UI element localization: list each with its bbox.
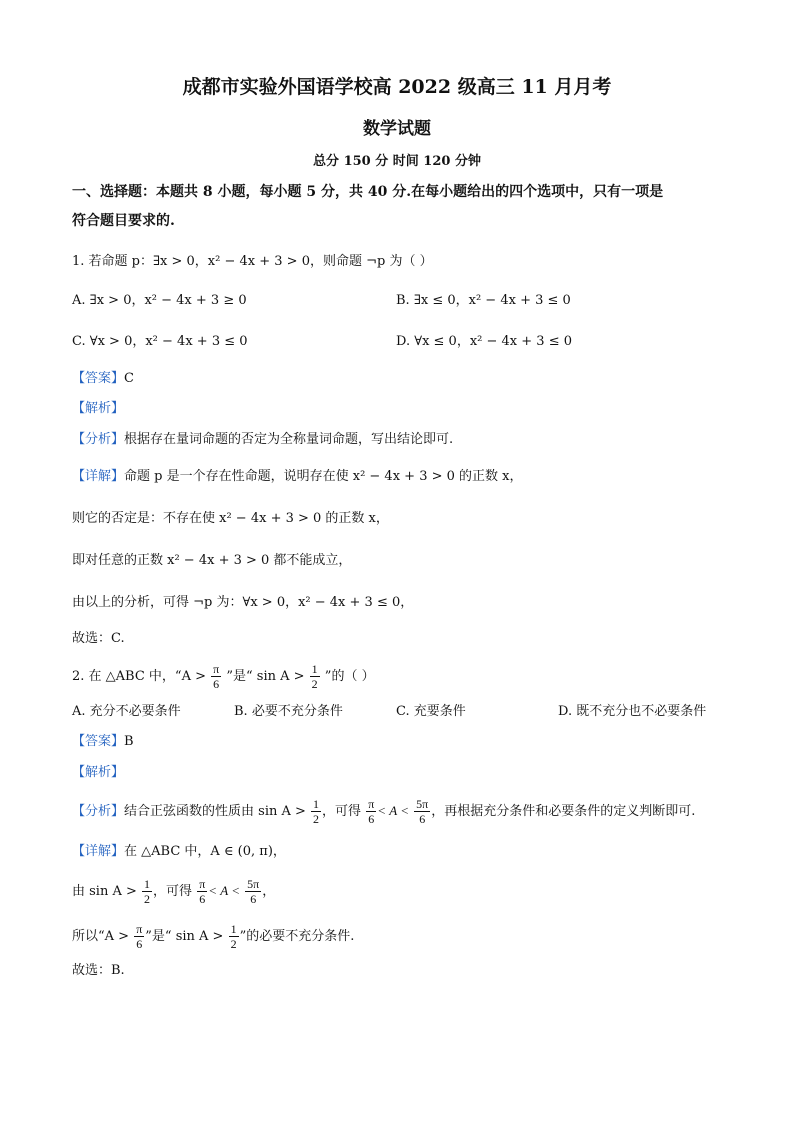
frac-den: 2 bbox=[144, 892, 151, 906]
q1-option-c: C. ∀x > 0，x² − 4x + 3 ≤ 0 bbox=[72, 334, 248, 349]
q2-conclusion: 故选：B. bbox=[72, 963, 125, 978]
q2-line3-mid: ”是“ sin A > bbox=[145, 929, 224, 944]
q2-stem-mid: ”是“ sin A > bbox=[226, 669, 305, 684]
frac-num: 5π bbox=[416, 797, 429, 811]
q2-option-a: A. 充分不必要条件 bbox=[72, 704, 181, 719]
frac-num: π bbox=[199, 877, 206, 891]
frac-den: 6 bbox=[213, 677, 220, 691]
fraction-one-half bbox=[311, 797, 321, 826]
detail-text: 在 △ABC 中，A ∈ (0, π)， bbox=[124, 844, 286, 859]
detail-tag: 【详解】 bbox=[72, 469, 125, 484]
q1-conclusion: 故选：C. bbox=[72, 631, 125, 646]
detail-tag: 【详解】 bbox=[72, 844, 125, 859]
frac-den: 6 bbox=[250, 892, 257, 906]
frac-num: π bbox=[368, 797, 375, 811]
frac-num: 1 bbox=[144, 877, 151, 891]
fraction-pi-over-6 bbox=[134, 922, 144, 951]
q2-detail bbox=[72, 843, 286, 861]
frac-num: π bbox=[136, 922, 143, 936]
q2-fenxi-mid: ，可得 bbox=[322, 804, 362, 819]
frac-den: 2 bbox=[311, 677, 318, 691]
q2-line2-post: ， bbox=[262, 884, 276, 899]
fraction-one-half bbox=[310, 662, 320, 691]
answer-tag: 【答案】 bbox=[72, 734, 125, 749]
q1-option-b: B. ∃x ≤ 0，x² − 4x + 3 ≤ 0 bbox=[396, 293, 571, 308]
q2-line2-mid2: < A < bbox=[208, 883, 241, 898]
q1-answer bbox=[72, 370, 134, 388]
q1-option-a: A. ∃x > 0，x² − 4x + 3 ≥ 0 bbox=[72, 293, 247, 308]
frac-den: 6 bbox=[368, 812, 375, 826]
section-heading-line2: 符合题目要求的. bbox=[72, 213, 175, 229]
fenxi-tag: 【分析】 bbox=[72, 432, 125, 447]
frac-num: 5π bbox=[247, 877, 260, 891]
fraction-pi-over-6 bbox=[197, 877, 207, 906]
q2-detail-line2 bbox=[72, 877, 275, 906]
frac-num: 1 bbox=[313, 797, 320, 811]
q1-option-d: D. ∀x ≤ 0，x² − 4x + 3 ≤ 0 bbox=[396, 334, 572, 349]
fraction-pi-over-6 bbox=[211, 662, 221, 691]
fraction-one-half bbox=[142, 877, 152, 906]
fraction-one-half bbox=[229, 922, 239, 951]
answer-value: C bbox=[124, 371, 134, 386]
q1-detail-line3: 即对任意的正数 x² − 4x + 3 > 0 都不能成立， bbox=[72, 553, 352, 568]
q2-option-d: D. 既不充分也不必要条件 bbox=[558, 704, 707, 719]
fenxi-tag: 【分析】 bbox=[72, 804, 125, 819]
exam-title: 成都市实验外国语学校高 2022 级高三 11 月月考 bbox=[182, 76, 612, 98]
q2-option-b: B. 必要不充分条件 bbox=[234, 704, 343, 719]
frac-den: 2 bbox=[230, 937, 237, 951]
q2-stem-post: ”的（ ） bbox=[324, 669, 375, 684]
q1-detail-line2: 则它的否定是：不存在使 x² − 4x + 3 > 0 的正数 x， bbox=[72, 511, 389, 526]
frac-num: π bbox=[213, 662, 220, 676]
q2-analysis-tag: 【解析】 bbox=[72, 765, 125, 780]
fenxi-text: 根据存在量词命题的否定为全称量词命题，写出结论即可. bbox=[124, 432, 454, 447]
q2-fenxi bbox=[72, 797, 695, 826]
answer-tag: 【答案】 bbox=[72, 371, 125, 386]
q2-option-c: C. 充要条件 bbox=[396, 704, 466, 719]
q2-line3-post: ”的必要不充分条件. bbox=[239, 929, 355, 944]
q1-stem: 1. 若命题 p：∃x > 0，x² − 4x + 3 > 0，则命题 ¬p 为（ ） bbox=[72, 254, 433, 269]
frac-den: 6 bbox=[136, 937, 143, 951]
frac-num: 1 bbox=[311, 662, 318, 676]
frac-den: 6 bbox=[199, 892, 206, 906]
q2-stem bbox=[72, 662, 375, 691]
fraction-5pi-over-6 bbox=[245, 877, 261, 906]
answer-value: B bbox=[124, 734, 134, 749]
q2-fenxi-pre: 结合正弦函数的性质由 sin A > bbox=[124, 804, 306, 819]
q1-detail bbox=[72, 468, 523, 486]
frac-num: 1 bbox=[230, 922, 237, 936]
frac-den: 2 bbox=[313, 812, 320, 826]
fraction-5pi-over-6 bbox=[414, 797, 430, 826]
q1-analysis-tag: 【解析】 bbox=[72, 401, 125, 416]
detail-text: 命题 p 是一个存在性命题，说明存在使 x² − 4x + 3 > 0 的正数 x， bbox=[124, 469, 523, 484]
q1-fenxi bbox=[72, 431, 453, 449]
q2-line2-mid: ，可得 bbox=[153, 884, 193, 899]
q2-answer bbox=[72, 733, 134, 751]
q2-line2-pre: 由 sin A > bbox=[72, 884, 137, 899]
exam-subtitle: 数学试题 bbox=[363, 119, 431, 139]
q2-fenxi-post: ，再根据充分条件和必要条件的定义判断即可. bbox=[431, 804, 696, 819]
q2-fenxi-mid2: < A < bbox=[377, 803, 410, 818]
frac-den: 6 bbox=[419, 812, 426, 826]
q2-stem-pre: 2. 在 △ABC 中，“A > bbox=[72, 669, 206, 684]
exam-meta: 总分 150 分 时间 120 分钟 bbox=[313, 154, 481, 169]
section-heading-line1: 一、选择题：本题共 8 小题，每小题 5 分，共 40 分.在每小题给出的四个选项中，只有一项是 bbox=[72, 184, 664, 200]
q1-detail-line4: 由以上的分析，可得 ¬p 为：∀x > 0，x² − 4x + 3 ≤ 0， bbox=[72, 595, 414, 610]
q2-detail-line3 bbox=[72, 922, 354, 951]
q2-line3-pre: 所以“A > bbox=[72, 929, 130, 944]
fraction-pi-over-6 bbox=[366, 797, 376, 826]
